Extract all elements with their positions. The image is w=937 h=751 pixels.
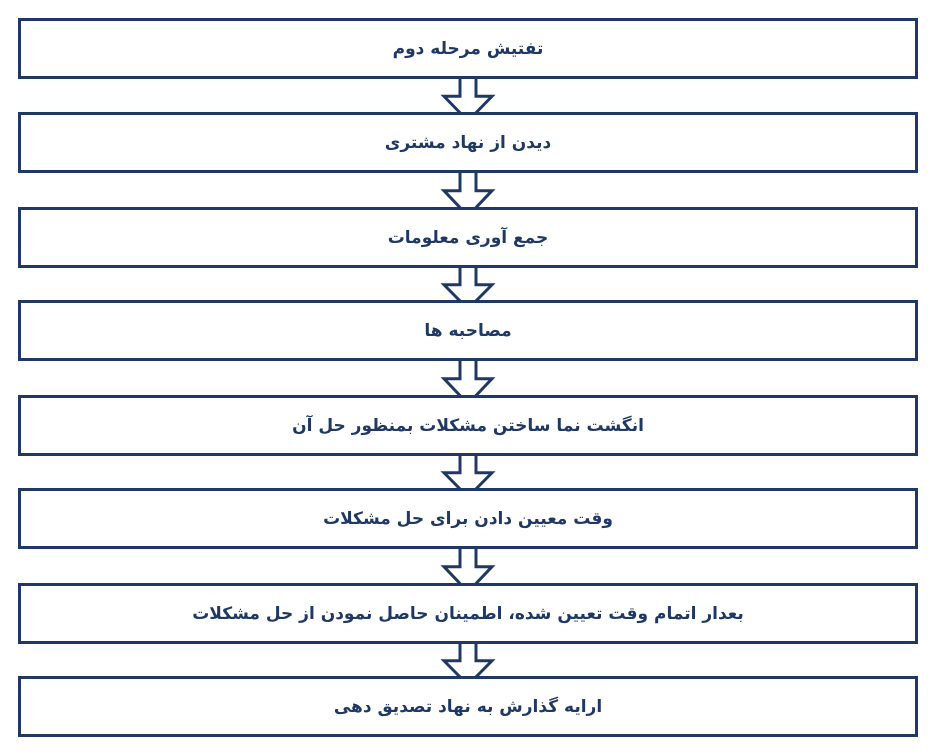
step-box-7 — [18, 583, 918, 644]
step-box-3 — [18, 207, 918, 268]
step-box-2 — [18, 112, 918, 173]
step-box-6 — [18, 488, 918, 549]
step-box-8 — [18, 676, 918, 737]
step-label-7: بعدار اتمام وقت تعیین شده، اطمینان حاصل نمودن از حل مشکلات — [192, 603, 744, 624]
step-box-1 — [18, 18, 918, 79]
step-box-5 — [18, 395, 918, 456]
step-label-1: تفتیش مرحله دوم — [392, 38, 544, 59]
step-label-3: جمع آوری معلومات — [387, 227, 549, 248]
step-label-8: ارایه گذارش به نهاد تصدیق دهی — [333, 696, 603, 717]
step-label-5: انگشت نما ساختن مشکلات بمنظور حل آن — [292, 415, 644, 436]
step-label-4: مصاحبه ها — [424, 320, 512, 341]
step-label-6: وقت معیین دادن برای حل مشکلات — [323, 508, 613, 529]
step-label-2: دیدن از نهاد مشتری — [384, 132, 552, 153]
step-box-4 — [18, 300, 918, 361]
